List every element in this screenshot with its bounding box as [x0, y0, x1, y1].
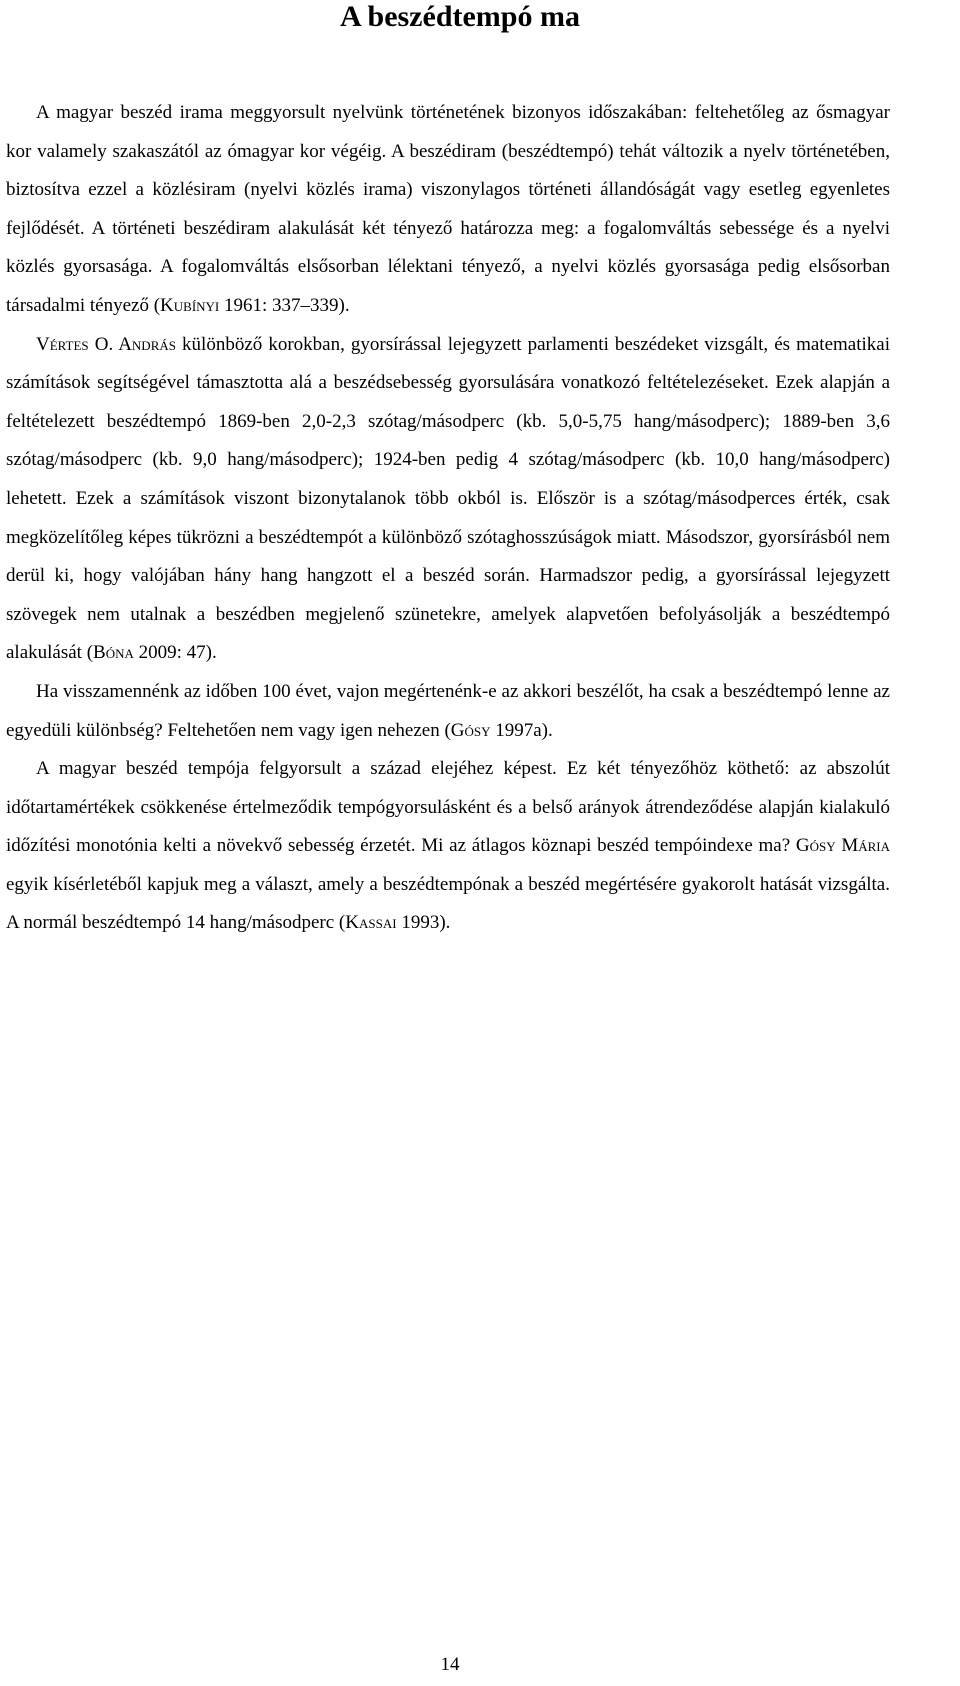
paragraph-4: [6, 750, 890, 943]
paragraph-1-text: A magyar beszéd irama meggyorsult nyelvünk történetének bizonyos időszakában: feltehetőleg az ősmagyar kor valamely szakaszától az ómagyar kor végéig. A beszédiram (beszédtempó) tehát változik a nyelv történetében, biztosítva ezzel a közlésiram (nyelvi közlés irama) viszonylagos történeti állandóságát vagy esetleg egyenletes fejlődését. A történeti beszédiram alakulását két tényező határozza meg: a fogalomváltás sebessége és a nyelvi közlés gyorsasága. A fogalomváltás elsősorban lélektani tényező, a nyelvi közlés gyorsasága pedig elsősorban társadalmi tényező (: [6, 102, 890, 316]
author-name: Vértes O. András: [36, 333, 176, 355]
citation-author: Gósy: [450, 719, 491, 741]
citation-year: 1993).: [396, 912, 451, 934]
paragraph-4-text: A magyar beszéd tempója felgyorsult a század elejéhez képest. Ez két tényezőhöz köthető: az abszolút időtartamértékek csökkenése értelmeződik tempógyorsulásként és a belső arányok átrendeződése alapján kialakuló időzítési monotónia kelti a növekvő sebesség érzetét. Mi az átlagos köznapi beszéd tempóindexe ma?: [6, 758, 890, 857]
citation-author: Kubínyi: [160, 294, 220, 316]
author-name: Gósy Mária: [795, 835, 890, 857]
paragraph-2: [6, 326, 890, 673]
page-number: 14: [440, 1654, 460, 1675]
paragraph-2-text: különböző korokban, gyorsírással lejegyzett parlamenti beszédeket vizsgált, és matematikai számítások segítségével támasztotta alá a beszédsebesség gyorsulására vonatkozó feltételezéseket. Ezek alapján a feltételezett beszédtempó 1869-ben 2,0-2,3 szótag/másodperc (kb. 5,0-5,75 hang/másodperc); 1889-ben 3,6 szótag/másodperc (kb. 9,0 hang/másodperc); 1924-ben pedig 4 szótag/másodperc (kb. 10,0 hang/másodperc) lehetett. Ezek a számítások viszont bizonytalanok több okból is. Először is a szótag/másodperces érték, csak megközelítőleg képes tükrözni a beszédtempót a különböző szótaghosszúságok miatt. Másodszor, gyorsírásból nem derül ki, hogy valójában hány hang hangzott el a beszéd során. Harmadszor pedig, a gyorsírással lejegyzett szövegek nem utalnak a beszédben megjelenő szünetekre, amelyek alapvetően befolyásolják a beszédtempó alakulását (: [6, 333, 891, 664]
paragraph-3-text: Ha visszamennénk az időben 100 évet, vajon megértenénk-e az akkori beszélőt, ha csak a beszédtempó lenne az egyedüli különbség? Feltehetően nem vagy igen nehezen (: [6, 680, 890, 741]
citation-year: 2009: 47).: [133, 642, 217, 664]
citation-author: Bóna: [93, 642, 134, 664]
paragraph-1: [6, 94, 890, 326]
body-text: [6, 94, 890, 943]
citation-year: 1997a).: [490, 719, 553, 741]
citation-author: Kassai: [345, 912, 397, 934]
page-title: A beszédtempó ma: [340, 0, 580, 33]
paragraph-3: [6, 673, 890, 750]
paragraph-4-text-continued: egyik kísérletéből kapjuk meg a választ, amely a beszédtempónak a beszéd megértésére gyakorolt hatását vizsgálta. A normál beszédtempó 14 hang/másodperc (: [6, 873, 890, 934]
citation-year: 1961: 337–339).: [219, 294, 350, 316]
